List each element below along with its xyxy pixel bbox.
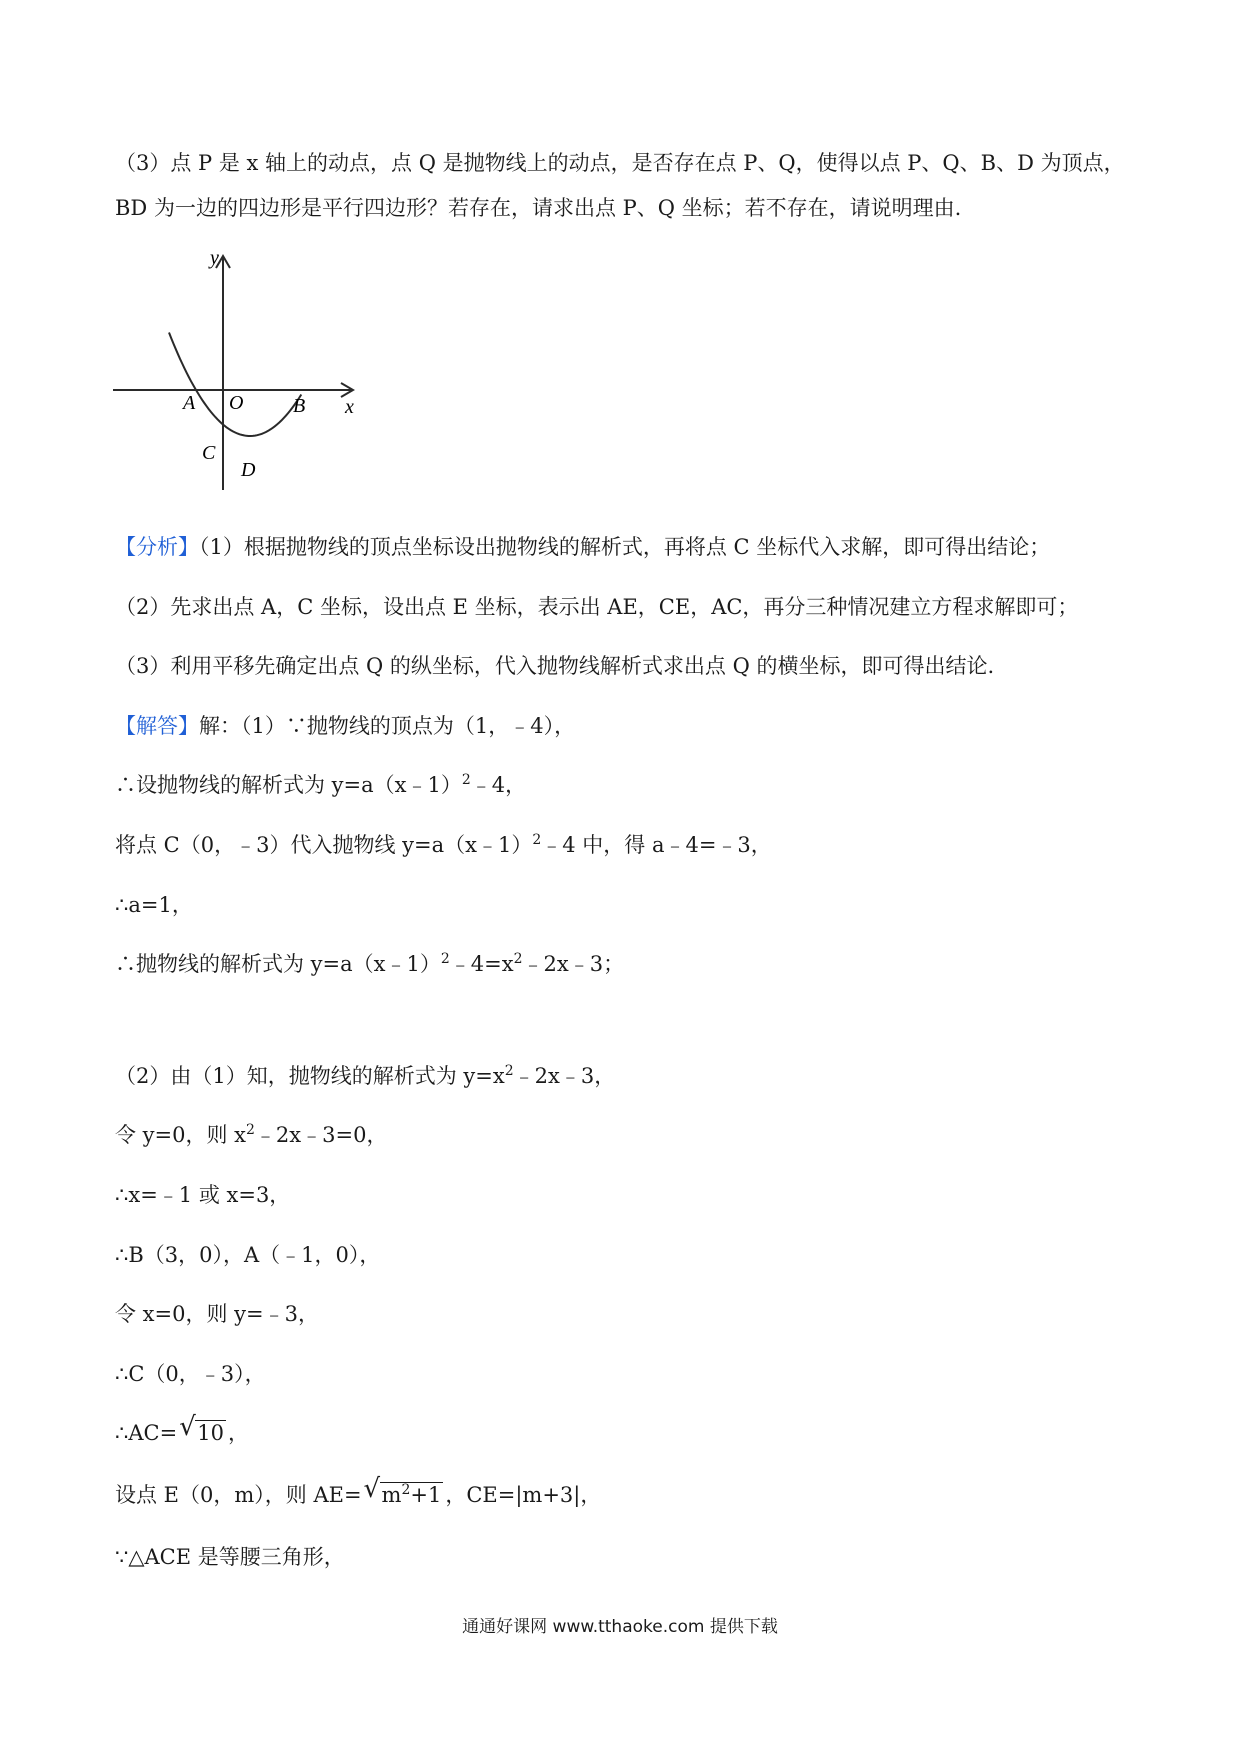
superscript: 2: [461, 772, 471, 788]
superscript: 2: [513, 951, 523, 967]
part2-text-7b: ，: [227, 1421, 249, 1445]
superscript: 2: [532, 832, 542, 848]
part2-line8: [115, 1474, 602, 1510]
part2-line9: ∵△ACE 是等腰三角形，: [115, 1545, 345, 1569]
answer-line3: [115, 830, 772, 860]
answer-line2: [115, 770, 526, 800]
analysis-line1: [115, 532, 1050, 562]
page-footer: 通通好课网 www.tthaoke.com 提供下载: [462, 1617, 778, 1637]
part2-line7: [115, 1412, 249, 1448]
answer-tag: 【解答】: [115, 714, 199, 738]
part2-text-7a: ∴AC=: [115, 1421, 178, 1445]
part2-line5: 令 x=0，则 y=﹣3，: [115, 1302, 319, 1326]
part2-line4: ∴B（3，0），A（﹣1，0），: [115, 1243, 381, 1267]
answer-text-3b: ﹣4 中，得 a﹣4=﹣3，: [541, 833, 772, 857]
sqrt-radicand: [380, 1482, 444, 1507]
superscript: 2: [246, 1122, 255, 1138]
parabola-curve: [169, 333, 301, 437]
answer-text-5b: ﹣4=x: [449, 952, 514, 976]
superscript: 2: [401, 1482, 411, 1498]
superscript: 2: [504, 1063, 514, 1079]
q3-line2: BD 为一边的四边形是平行四边形？若存在，请求出点 P、Q 坐标；若不存在，请说明理由.: [115, 196, 962, 220]
radicand-base: m: [381, 1483, 402, 1507]
part2-line6: ∴C（0，﹣3），: [115, 1362, 266, 1386]
point-c-label: C: [202, 442, 216, 464]
answer-text-3a: 将点 C（0，﹣3）代入抛物线 y=a（x﹣1）: [115, 833, 533, 857]
answer-text-2b: ﹣4，: [470, 773, 527, 797]
point-d-label: D: [241, 459, 256, 481]
radicand-tail: +1: [410, 1483, 442, 1507]
answer-line4: ∴a=1，: [115, 893, 193, 917]
analysis-line3: （3）利用平移先确定出点 Q 的纵坐标，代入抛物线解析式求出点 Q 的横坐标，即可得出结论.: [115, 654, 995, 678]
analysis-line2: （2）先求出点 A，C 坐标，设出点 E 坐标，表示出 AE，CE，AC，再分三种情况建立方程求解即可；: [115, 595, 1079, 619]
answer-line1: [115, 711, 575, 741]
answer-line5: [115, 949, 624, 979]
origin-label: O: [229, 392, 244, 414]
superscript: 2: [440, 951, 450, 967]
part2-text-8a: 设点 E（0，m），则 AE=: [115, 1483, 362, 1507]
answer-text-5a: ∴抛物线的解析式为 y=a（x﹣1）: [115, 952, 441, 976]
part2-text-2a: 令 y=0，则 x: [115, 1123, 247, 1147]
part2-line2: [115, 1120, 387, 1150]
sqrt-m2-plus-1: √ $m^2+1$: [363, 1474, 442, 1507]
sqrt-10: √ 10: [179, 1412, 224, 1445]
x-axis-label: x: [345, 396, 354, 418]
parabola-figure: [105, 250, 365, 490]
sqrt-radicand: 10: [197, 1421, 224, 1445]
point-a-label: A: [183, 392, 196, 414]
y-axis-label: y: [210, 250, 219, 269]
q3-line1: （3）点 P 是 x 轴上的动点，点 Q 是抛物线上的动点，是否存在点 P、Q，使得以点 P、Q、B、D 为顶点，: [115, 151, 1125, 175]
part2-text-1b: ﹣2x﹣3，: [513, 1064, 616, 1088]
part2-text-1a: （2）由（1）知，抛物线的解析式为 y=x: [115, 1064, 505, 1088]
part2-line1: [115, 1061, 615, 1091]
point-b-label: B: [293, 395, 306, 417]
part2-line3: ∴x=﹣1 或 x=3，: [115, 1183, 291, 1207]
answer-text-1: 解：（1）∵抛物线的顶点为（1，﹣4），: [199, 714, 576, 738]
answer-text-5c: ﹣2x﹣3；: [522, 952, 625, 976]
part2-text-8b: ，CE=|m+3|，: [445, 1483, 602, 1507]
answer-text-2a: ∴设抛物线的解析式为 y=a（x﹣1）: [115, 773, 462, 797]
analysis-tag: 【分析】: [115, 535, 199, 559]
analysis-text-1: （1）根据抛物线的顶点坐标设出抛物线的解析式，再将点 C 坐标代入求解，即可得出结论；: [199, 535, 1051, 559]
part2-text-2b: ﹣2x﹣3=0，: [254, 1123, 388, 1147]
